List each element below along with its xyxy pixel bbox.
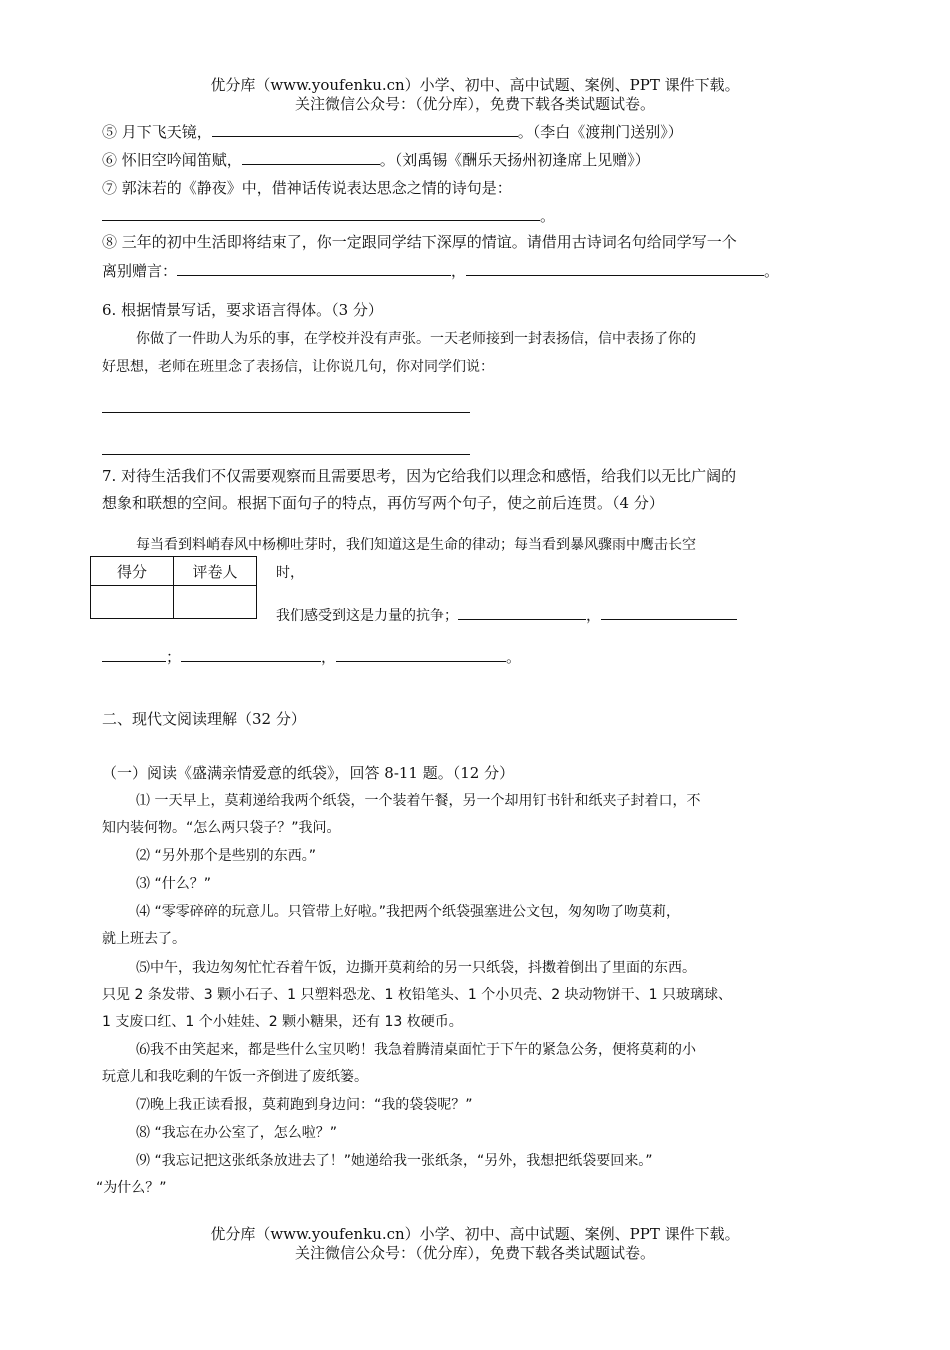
grader-header: 评卷人 (174, 557, 257, 586)
blank-q7-d[interactable] (181, 645, 321, 662)
header-line-1: 优分库（www.youfenku.cn）小学、初中、高中试题、案例、PPT 课件下载。 (210, 76, 740, 94)
passage-p1-line-2: 知内装何物。“怎么两只袋子？”我问。 (102, 820, 341, 836)
passage-p9-line-1: ⑼ “我忘记把这张纸条放进去了！”她递给我一张纸条，“另外，我想把纸袋要回来。” (136, 1153, 653, 1169)
blank-q5[interactable] (212, 120, 518, 137)
q7-example-line-1: 每当看到料峭春风中杨柳吐芽时，我们知道这是生命的律动；每当看到暴风骤雨中鹰击长空 (136, 537, 696, 553)
poem-q8-line-2 (102, 259, 779, 282)
passage-p4-line-2: 就上班去了。 (102, 931, 186, 947)
passage-p3: ⑶ “什么？” (136, 876, 211, 892)
q7-answer-line (102, 645, 521, 668)
q6-answer-line-2[interactable] (102, 454, 470, 455)
poem-q7-end: 。 (540, 207, 556, 225)
score-header: 得分 (91, 557, 174, 586)
period: 。 (764, 262, 780, 280)
q6-answer-line-1[interactable] (102, 412, 470, 413)
footer-line-2: 关注微信公众号：（优分库），免费下载各类试题试卷。 (294, 1244, 655, 1262)
comma: ， (586, 606, 602, 624)
comma: ， (451, 262, 467, 280)
blank-q7-c[interactable] (102, 645, 166, 662)
passage-p5-line-2: 只见 2 条发带、3 颗小石子、1 只塑料恐龙、1 枚铅笔头、1 个小贝壳、2 块动物饼干、1 只玻璃球、 (102, 987, 732, 1003)
passage-p2: ⑵ “另外那个是些别的东西。” (136, 848, 316, 864)
blank-q8-b[interactable] (466, 259, 764, 276)
blank-q8-a[interactable] (177, 259, 451, 276)
q7-line-2: 想象和联想的空间。根据下面句子的特点，再仿写两个句子，使之前后连贯。（4 分） (102, 494, 664, 512)
passage-p6-line-1: ⑹我不由笑起来，都是些什么宝贝哟！我急着腾清桌面忙于下午的紧急公务，便将莫莉的小 (136, 1042, 696, 1058)
poem-q8-prefix: 离别赠言： (102, 262, 178, 280)
score-cell[interactable] (91, 586, 174, 619)
q7-example-line-2: 时， (276, 565, 304, 581)
score-table (90, 556, 257, 619)
passage-p5-line-1: ⑸中午，我边匆匆忙忙吞着午饭，边撕开莫莉给的另一只纸袋，抖擞着倒出了里面的东西。 (136, 960, 696, 976)
poem-q6-prefix: ⑥ 怀旧空吟闻笛赋， (102, 151, 242, 169)
q6-scenario-line-1: 你做了一件助人为乐的事，在学校并没有声张。一天老师接到一封表扬信，信中表扬了你的 (136, 331, 696, 347)
grader-cell[interactable] (174, 586, 257, 619)
poem-q7: ⑦ 郭沫若的《静夜》中，借神话传说表达思念之情的诗句是： (102, 179, 512, 197)
q7-example-text: 我们感受到这是力量的抗争； (276, 608, 458, 624)
blank-q7-a[interactable] (458, 603, 586, 620)
comma: ， (321, 648, 337, 666)
blank-q7-e[interactable] (336, 645, 506, 662)
poem-q5-prefix: ⑤ 月下飞天镜， (102, 123, 212, 141)
header-line-2: 关注微信公众号：（优分库），免费下载各类试题试卷。 (294, 95, 655, 113)
poem-q7-answer (102, 204, 555, 227)
blank-q6[interactable] (242, 148, 380, 165)
passage-p5-line-3: 1 支废口红、1 个小娃娃、2 颗小糖果，还有 13 枚硬币。 (102, 1014, 463, 1030)
section-2-subtitle: （一）阅读《盛满亲情爱意的纸袋》，回答 8-11 题。（12 分） (102, 764, 515, 782)
semicolon: ； (166, 648, 182, 666)
passage-p8: ⑻ “我忘在办公室了，怎么啦？” (136, 1125, 337, 1141)
passage-p6-line-2: 玩意儿和我吃剩的午饭一齐倒进了废纸篓。 (102, 1069, 368, 1085)
poem-q6-suffix: 。（刘禹锡《酬乐天扬州初逢席上见赠》） (379, 151, 650, 169)
passage-p1-line-1: ⑴ 一天早上，莫莉递给我两个纸袋，一个装着午餐，另一个却用钉书针和纸夹子封着口，不 (136, 793, 701, 809)
poem-q6 (102, 148, 650, 171)
footer-line-1: 优分库（www.youfenku.cn）小学、初中、高中试题、案例、PPT 课件下载。 (210, 1225, 740, 1243)
period: 。 (506, 648, 522, 666)
section-2-title: 二、现代文阅读理解（32 分） (102, 710, 306, 728)
passage-p9-line-2: “为什么？” (96, 1180, 167, 1196)
passage-p4-line-1: ⑷ “零零碎碎的玩意儿。只管带上好啦。”我把两个纸袋强塞进公文包，匆匆吻了吻莫莉， (136, 904, 680, 920)
poem-q5 (102, 120, 683, 143)
q7-line-1: 7. 对待生活我们不仅需要观察而且需要思考，因为它给我们以理念和感悟，给我们以无比广阔的 (102, 467, 737, 485)
passage-p7: ⑺晚上我正读看报，莫莉跑到身边问：“我的袋袋呢？” (136, 1097, 473, 1113)
q6-title: 6. 根据情景写话，要求语言得体。（3 分） (102, 301, 383, 319)
blank-q7[interactable] (102, 204, 540, 221)
poem-q8-line-1: ⑧ 三年的初中生活即将结束了，你一定跟同学结下深厚的情谊。请借用古诗词名句给同学写一个 (102, 233, 737, 251)
q7-example-line-3 (276, 603, 737, 627)
blank-q7-b[interactable] (601, 603, 737, 620)
poem-q5-suffix: 。（李白《渡荆门送别》） (517, 123, 683, 141)
q6-scenario-line-2: 好思想，老师在班里念了表扬信，让你说几句，你对同学们说： (102, 359, 494, 375)
